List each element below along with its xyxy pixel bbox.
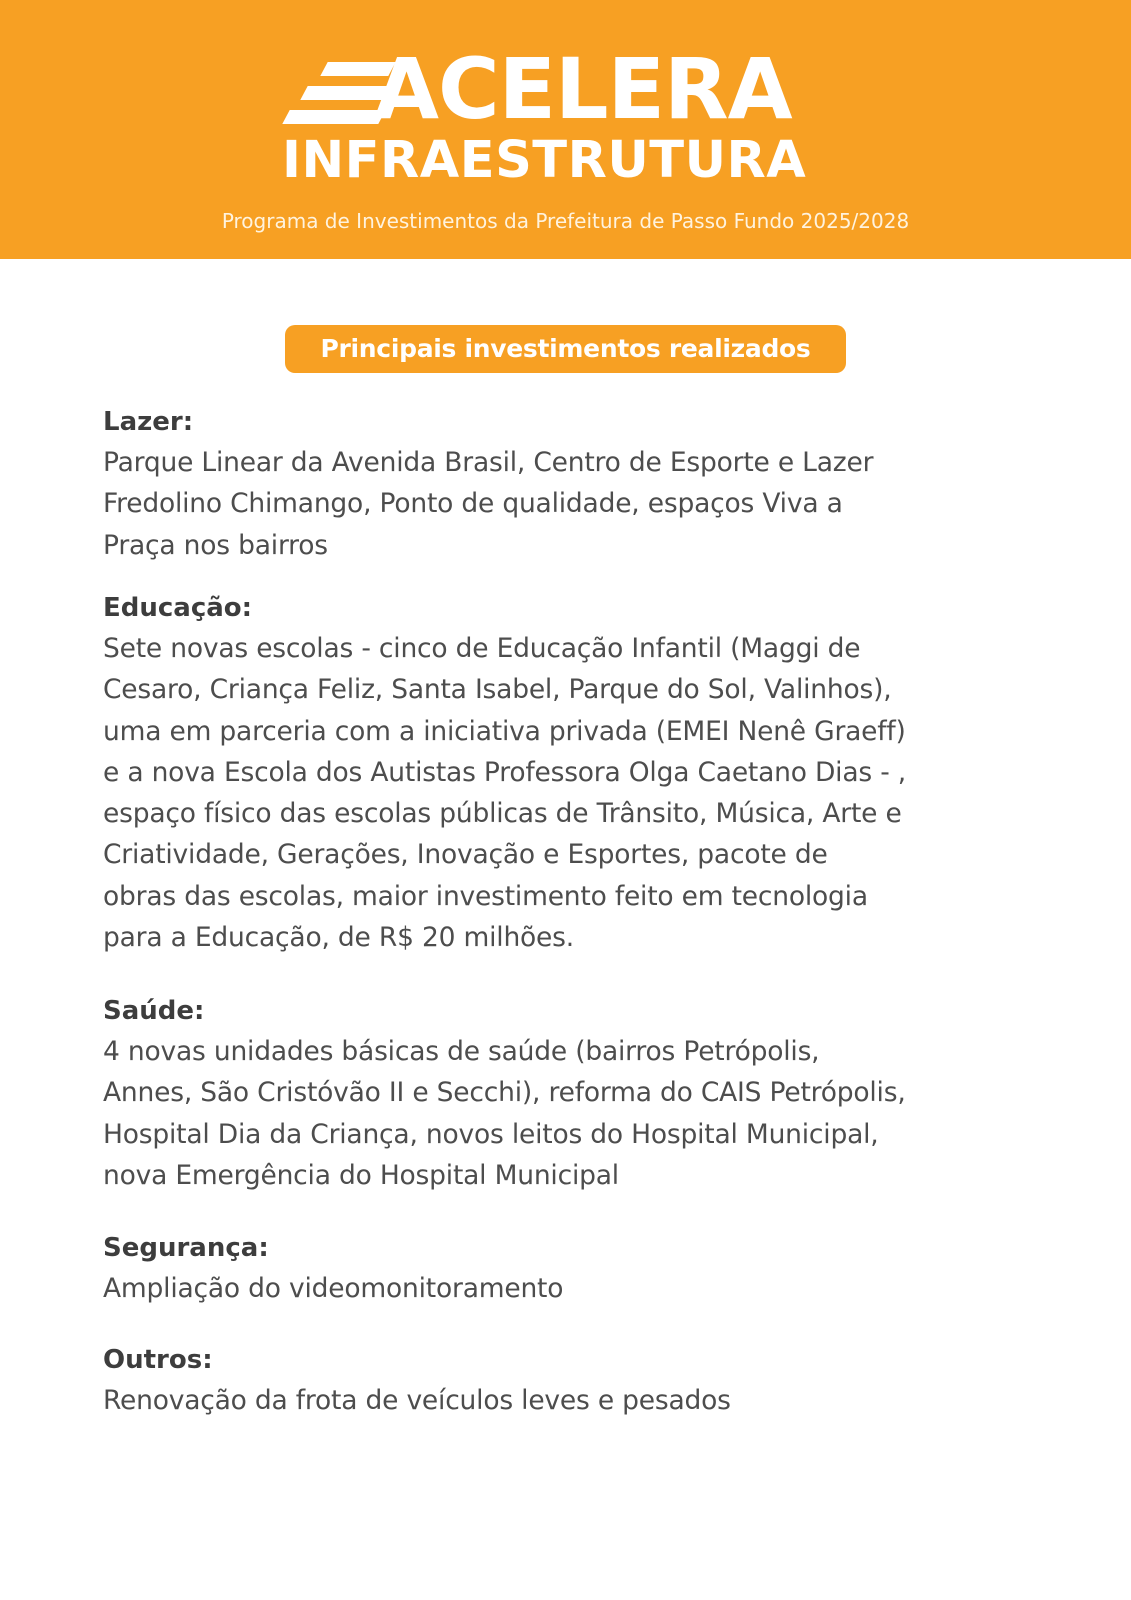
header-banner — [0, 0, 1131, 259]
section-line: Criatividade, Gerações, Inovação e Esportes, pacote de — [103, 839, 828, 871]
section-title: Lazer: — [103, 407, 194, 437]
program-subtitle: Programa de Investimentos da Prefeitura de Passo Fundo 2025/2028 — [221, 209, 910, 233]
section-line: 4 novas unidades básicas de saúde (bairros Petrópolis, — [103, 1036, 820, 1067]
section-line: Cesaro, Criança Feliz, Santa Isabel, Parque do Sol, Valinhos), — [103, 674, 892, 706]
section-line: Ampliação do videomonitoramento — [103, 1273, 564, 1304]
section-line: Parque Linear da Avenida Brasil, Centro de Esporte e Lazer — [103, 447, 874, 478]
section-lazer — [103, 402, 963, 566]
section-outros — [103, 1340, 963, 1421]
section-title: Educação: — [103, 593, 253, 623]
section-title: Outros: — [103, 1345, 213, 1375]
stripe — [282, 110, 385, 124]
section-line: Praça nos bairros — [103, 529, 328, 561]
section-line: e a nova Escola dos Autistas Professora Olga Caetano Dias - , — [103, 756, 907, 788]
section-educacao — [103, 588, 963, 958]
section-seguranca — [103, 1228, 963, 1309]
logo-wordmark-top: ACELERA — [374, 40, 792, 138]
section-title: Segurança: — [103, 1233, 269, 1263]
section-title: Saúde: — [103, 996, 205, 1026]
acelera-logo — [282, 40, 842, 190]
section-line: Sete novas escolas - cinco de Educação Infantil (Maggi de — [103, 633, 861, 664]
section-saude — [103, 991, 963, 1196]
section-line: uma em parceria com a iniciativa privada (EMEI Nenê Graeff) — [103, 715, 906, 747]
section-line: Fredolino Chimango, Ponto de qualidade, espaços Viva a — [103, 488, 843, 520]
section-badge: Principais investimentos realizados — [285, 325, 846, 373]
section-line: para a Educação, de R$ 20 milhões. — [103, 922, 574, 954]
logo-wordmark-bottom: INFRAESTRUTURA — [282, 131, 807, 190]
section-line: Annes, São Cristóvão II e Secchi), reforma do CAIS Petrópolis, — [103, 1077, 906, 1109]
section-line: nova Emergência do Hospital Municipal — [103, 1159, 619, 1191]
section-line: obras das escolas, maior investimento feito em tecnologia — [103, 880, 868, 912]
section-line: Hospital Dia da Criança, novos leitos do Hospital Municipal, — [103, 1118, 879, 1150]
section-line: espaço físico das escolas públicas de Trânsito, Música, Arte e — [103, 798, 902, 830]
section-line: Renovação da frota de veículos leves e pesados — [103, 1385, 731, 1416]
